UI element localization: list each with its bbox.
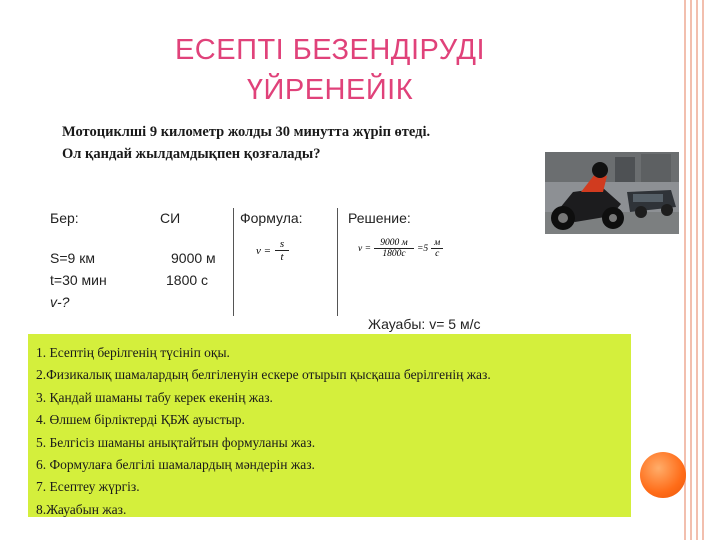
formula-expression [256,238,289,263]
solution-numerator: 9000 м [380,238,408,248]
problem-line-1: Мотоциклші 9 километр жолды 30 минутта жүріп өтеді. [62,124,431,140]
si-column [160,207,216,291]
given-column [50,207,107,313]
divider-formula [337,208,338,316]
solution-unit-denominator: с [435,249,440,259]
step-7: 7. Есептеу жүргіз. [36,479,140,495]
given-unknown: v-? [50,294,70,310]
step-5: 5. Белгісіз шаманы анықтайтын формуланы жаз. [36,434,316,450]
solution-header: Решение: [348,210,411,226]
step-6: 6. Формулаға белгілі шамалардың мәндерін жаз. [36,457,315,473]
title-line-2: ҮЙРЕНЕЙІК [246,74,414,106]
motorcycle-photo [545,152,679,234]
si-header: СИ [160,210,181,226]
given-header: Бер: [50,210,79,226]
divider-si [233,208,234,316]
formula-lhs: v = [256,244,272,257]
solution-denominator: 1800с [382,249,406,259]
problem-line-2: Ол қандай жылдамдықпен қозғалады? [62,146,321,162]
decorative-stripes [684,0,706,540]
given-distance: S=9 км [50,250,95,266]
step-1: 1. Есептің берілгенің түсініп оқы. [36,345,230,360]
formula-header: Формула: [240,210,303,226]
solution-expression [358,238,443,259]
given-time: t=30 мин [50,272,107,288]
step-4: 4. Өлшем бірліктерді ҚБЖ ауыстыр. [36,412,245,428]
orange-circle-icon [640,452,686,498]
step-3: 3. Қандай шаманы табу керек екенің жаз. [36,389,273,405]
problem-statement [62,121,430,165]
si-time: 1800 с [166,272,209,288]
solution-result: =5 [417,243,429,254]
formula-numerator: s [279,238,285,250]
si-distance: 9000 м [171,250,216,266]
formula-denominator: t [280,251,284,263]
answer-text: Жауабы: v= 5 м/с [368,316,481,332]
step-2: 2.Физикалық шамалардың белгіленуін ескере отырып қысқаша берілгенің жаз. [36,367,491,383]
solution-lhs: v = [358,243,372,254]
step-8: 8.Жауабын жаз. [36,501,127,517]
steps-box [28,334,631,517]
slide-title [70,30,590,110]
title-line-1: ЕСЕПТІ БЕЗЕНДІРУДІ [174,34,486,66]
solution-unit-numerator: м [434,238,441,248]
